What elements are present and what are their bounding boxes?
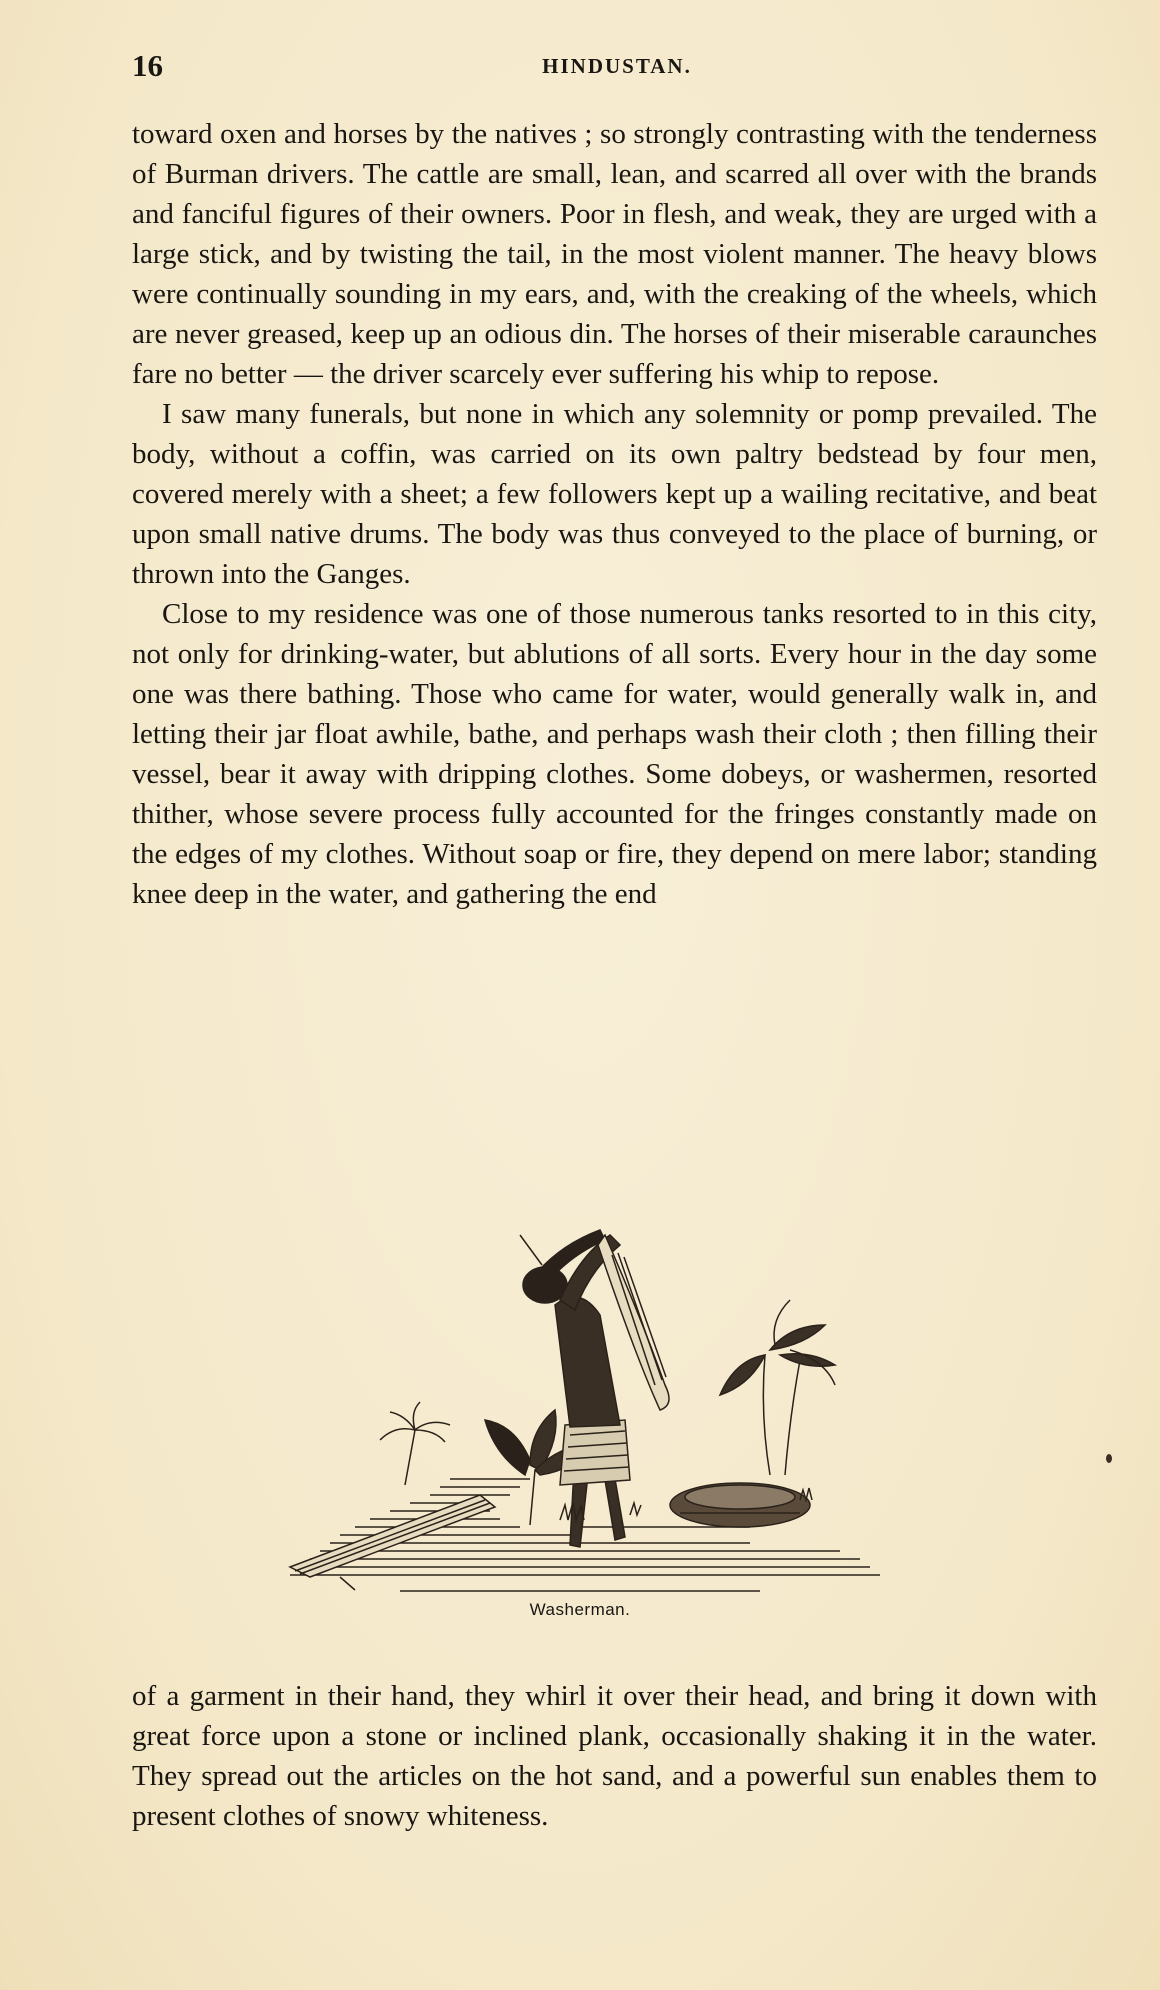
running-head: HINDUSTAN. (542, 54, 692, 78)
right-palm (720, 1300, 835, 1475)
paragraph: Close to my residence was one of those numerous tanks resorted to in this city, not only for drinking-water, but ablutions of all sorts. Every hour in the day some one was there bathing. Those who came for water, would generally walk in, and letting their jar float awhile, bathe, and perhaps wash their cloth ; then filling their vessel, bear it away with dripping clothes. Some dobeys, or washermen, resorted thither, whose severe process fully accounted for the fringes constantly made on the edges of my clothes. Without soap or fire, they depend on mere labor; standing knee deep in the water, and gathering the end (132, 598, 1097, 910)
paragraph: I saw many funerals, but none in which any solemnity or pomp prevailed. The body, without a coffin, was carried on its own paltry bedstead by four men, covered merely with a sheet; a few followers kept up a wailing recitative, and beat upon small native drums. The body was thus conveyed to the place of burning, or thrown into the Ganges. (132, 398, 1097, 590)
paragraph: of a garment in their hand, they whirl it over their head, and bring it down with great force upon a stone or inclined plank, occasionally shaking it in the water. They spread out the articles on the hot sand, and a powerful sun enables them to present clothes of snowy whiteness. (132, 1680, 1097, 1832)
page-header (132, 48, 1102, 88)
ink-mark (1106, 1454, 1112, 1463)
left-palm (380, 1402, 450, 1485)
paragraph: toward oxen and horses by the natives ; so strongly contrasting with the tenderness of Burman drivers. The cattle are small, lean, and scarred all over with the brands and fanciful figures of their owners. Poor in flesh, and weak, they are urged with a large stick, and by twisting the tail, in the most violent manner. The heavy blows were continually sounding in my ears, and, with the creaking of the wheels, which are never greased, keep up an odious din. The horses of their miserable caraunches fare no better — the driver scarcely ever suffering his whip to repose. (132, 118, 1097, 390)
stone (670, 1483, 810, 1527)
text-block-bottom (132, 1676, 1097, 1836)
washerman-illustration (280, 1195, 900, 1615)
text-block-top (132, 114, 1097, 914)
washerman-figure (520, 1230, 669, 1547)
figure-caption: Washerman. (529, 1600, 631, 1619)
page-number: 16 (132, 48, 163, 83)
